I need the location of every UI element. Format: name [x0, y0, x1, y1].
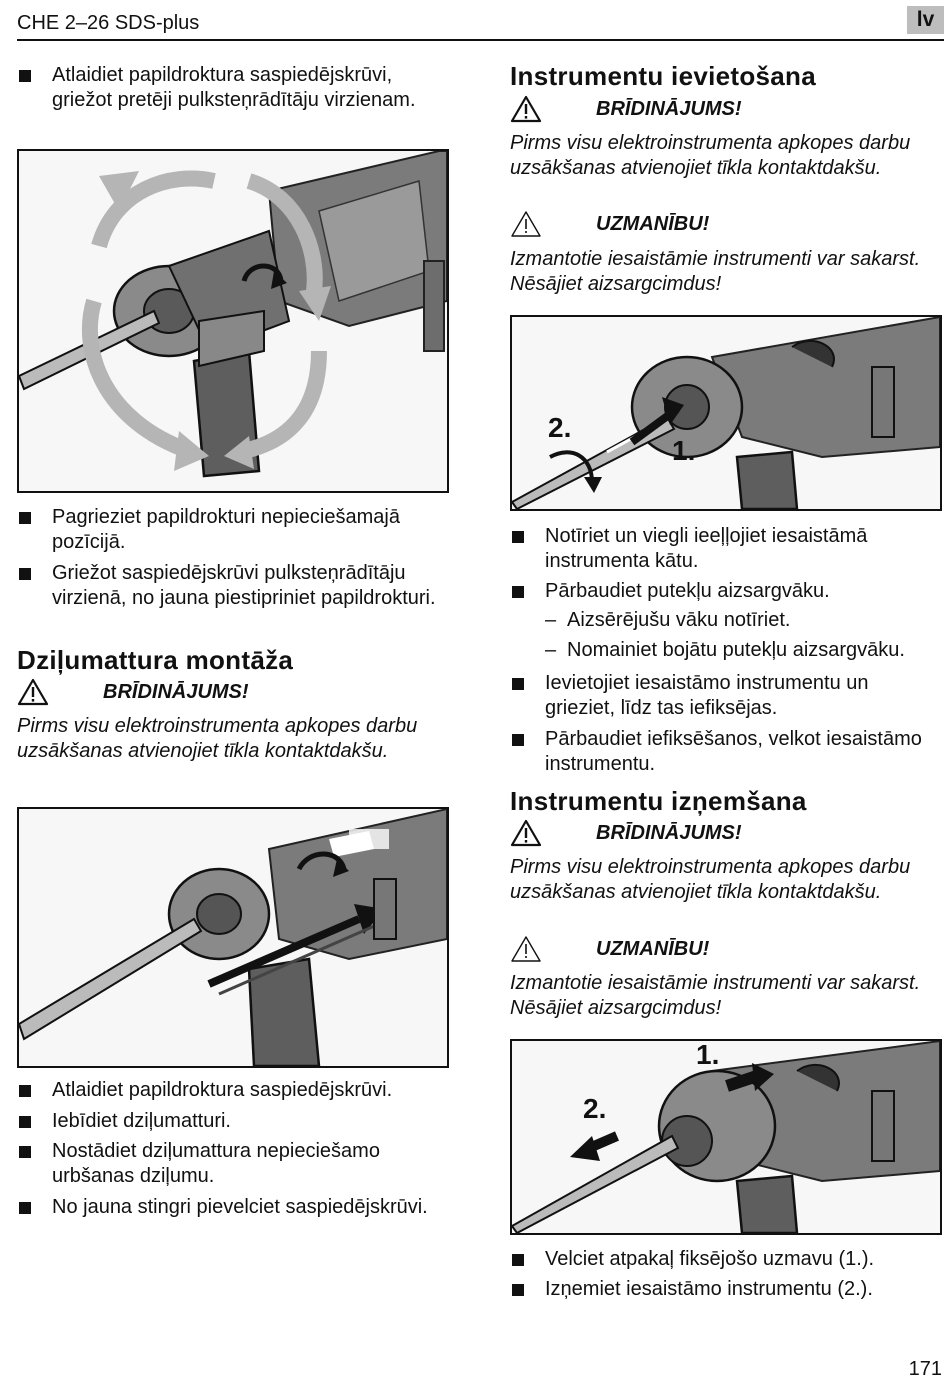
- figure-rotate-handle: [17, 149, 449, 493]
- warning-label: BRĪDINĀJUMS!: [596, 98, 742, 120]
- list-item: No jauna stingri pievelciet saspiedējskrūvi.: [17, 1195, 449, 1220]
- list-item: Atlaidiet papildroktura saspiedējskrūvi, griežot pretēji pulksteņrādītāju virzienam.: [17, 63, 449, 113]
- section-heading: Instrumentu izņemšana: [510, 786, 807, 816]
- warning-text: Pirms visu elektroinstrumenta apkopes darbu uzsākšanas atvienojiet tīkla kontaktdakšu.: [17, 715, 418, 762]
- dash-item: – Aizsērējušu vāku notīriet.: [545, 609, 791, 631]
- list-item: Notīriet un viegli ieeļļojiet iesaistāmā instrumenta kātu.: [510, 524, 942, 574]
- caution-row: [510, 935, 942, 965]
- bullet-square-icon: [512, 1284, 524, 1296]
- figure-label: 1.: [672, 435, 696, 466]
- bullet-square-icon: [512, 586, 524, 598]
- warning-row: [510, 819, 942, 849]
- figure-depth-stop: [17, 807, 449, 1068]
- warning-triangle-icon: [17, 678, 49, 706]
- list-item: Iebīdiet dziļumatturi.: [17, 1109, 449, 1134]
- warning-triangle-icon: [510, 819, 542, 847]
- caution-text: Izmantotie iesaistāmie instrumenti var sakarst. Nēsājiet aizsargcimdus!: [510, 972, 921, 1019]
- bullet-square-icon: [19, 1085, 31, 1097]
- bullet-square-icon: [19, 1202, 31, 1214]
- bullet-square-icon: [19, 568, 31, 580]
- warning-label: BRĪDINĀJUMS!: [596, 822, 742, 844]
- list-item: Ievietojiet iesaistāmo instrumentu un grieziet, līdz tas iefiksējas.: [510, 671, 942, 721]
- warning-triangle-icon: [510, 95, 542, 123]
- list-item: Pagrieziet papildrokturi nepieciešamajā pozīcijā.: [17, 505, 449, 555]
- caution-triangle-icon: [510, 935, 542, 963]
- bullet-square-icon: [19, 1116, 31, 1128]
- warning-text: Pirms visu elektroinstrumenta apkopes darbu uzsākšanas atvienojiet tīkla kontaktdakšu.: [510, 856, 911, 903]
- warning-row: [510, 95, 942, 125]
- bullet-square-icon: [512, 734, 524, 746]
- figure-label: 2.: [583, 1093, 607, 1124]
- figure-label: 2.: [548, 412, 572, 443]
- caution-row: [510, 210, 942, 240]
- bullet-square-icon: [19, 1146, 31, 1158]
- section-heading: Instrumentu ievietošana: [510, 61, 816, 91]
- list-item: Pārbaudiet iefiksēšanos, velkot iesaistāmo instrumentu.: [510, 727, 942, 777]
- list-item: Izņemiet iesaistāmo instrumentu (2.).: [510, 1277, 942, 1302]
- page-number: 171: [908, 1358, 942, 1380]
- list-item: Nostādiet dziļumattura nepieciešamo urbšanas dziļumu.: [17, 1139, 449, 1189]
- list-item: Atlaidiet papildroktura saspiedējskrūvi.: [17, 1078, 449, 1103]
- language-badge: lv: [907, 6, 944, 34]
- warning-label: BRĪDINĀJUMS!: [103, 681, 249, 703]
- list-item: Velciet atpakaļ fiksējošo uzmavu (1.).: [510, 1247, 942, 1272]
- caution-triangle-icon: [510, 210, 542, 238]
- list-item: Pārbaudiet putekļu aizsargvāku.: [510, 579, 942, 604]
- bullet-square-icon: [512, 678, 524, 690]
- section-heading: Dziļumattura montāža: [17, 645, 294, 675]
- dash-item: – Nomainiet bojātu putekļu aizsargvāku.: [545, 639, 905, 661]
- bullet-square-icon: [512, 531, 524, 543]
- caution-text: Izmantotie iesaistāmie instrumenti var sakarst. Nēsājiet aizsargcimdus!: [510, 248, 921, 295]
- warning-row: [17, 678, 449, 708]
- bullet-square-icon: [19, 512, 31, 524]
- document-title: CHE 2–26 SDS-plus: [17, 12, 200, 34]
- caution-label: UZMANĪBU!: [596, 213, 710, 235]
- bullet-square-icon: [19, 70, 31, 82]
- figure-remove-tool: [510, 1039, 942, 1235]
- bullet-square-icon: [512, 1254, 524, 1266]
- header-rule: [17, 39, 944, 41]
- list-item: Griežot saspiedējskrūvi pulksteņrādītāju virzienā, no jauna piestipriniet papildrokturi.: [17, 561, 449, 611]
- caution-label: UZMANĪBU!: [596, 938, 710, 960]
- figure-label: 1.: [696, 1039, 720, 1070]
- warning-text: Pirms visu elektroinstrumenta apkopes darbu uzsākšanas atvienojiet tīkla kontaktdakšu.: [510, 132, 911, 179]
- figure-insert-tool: [510, 315, 942, 511]
